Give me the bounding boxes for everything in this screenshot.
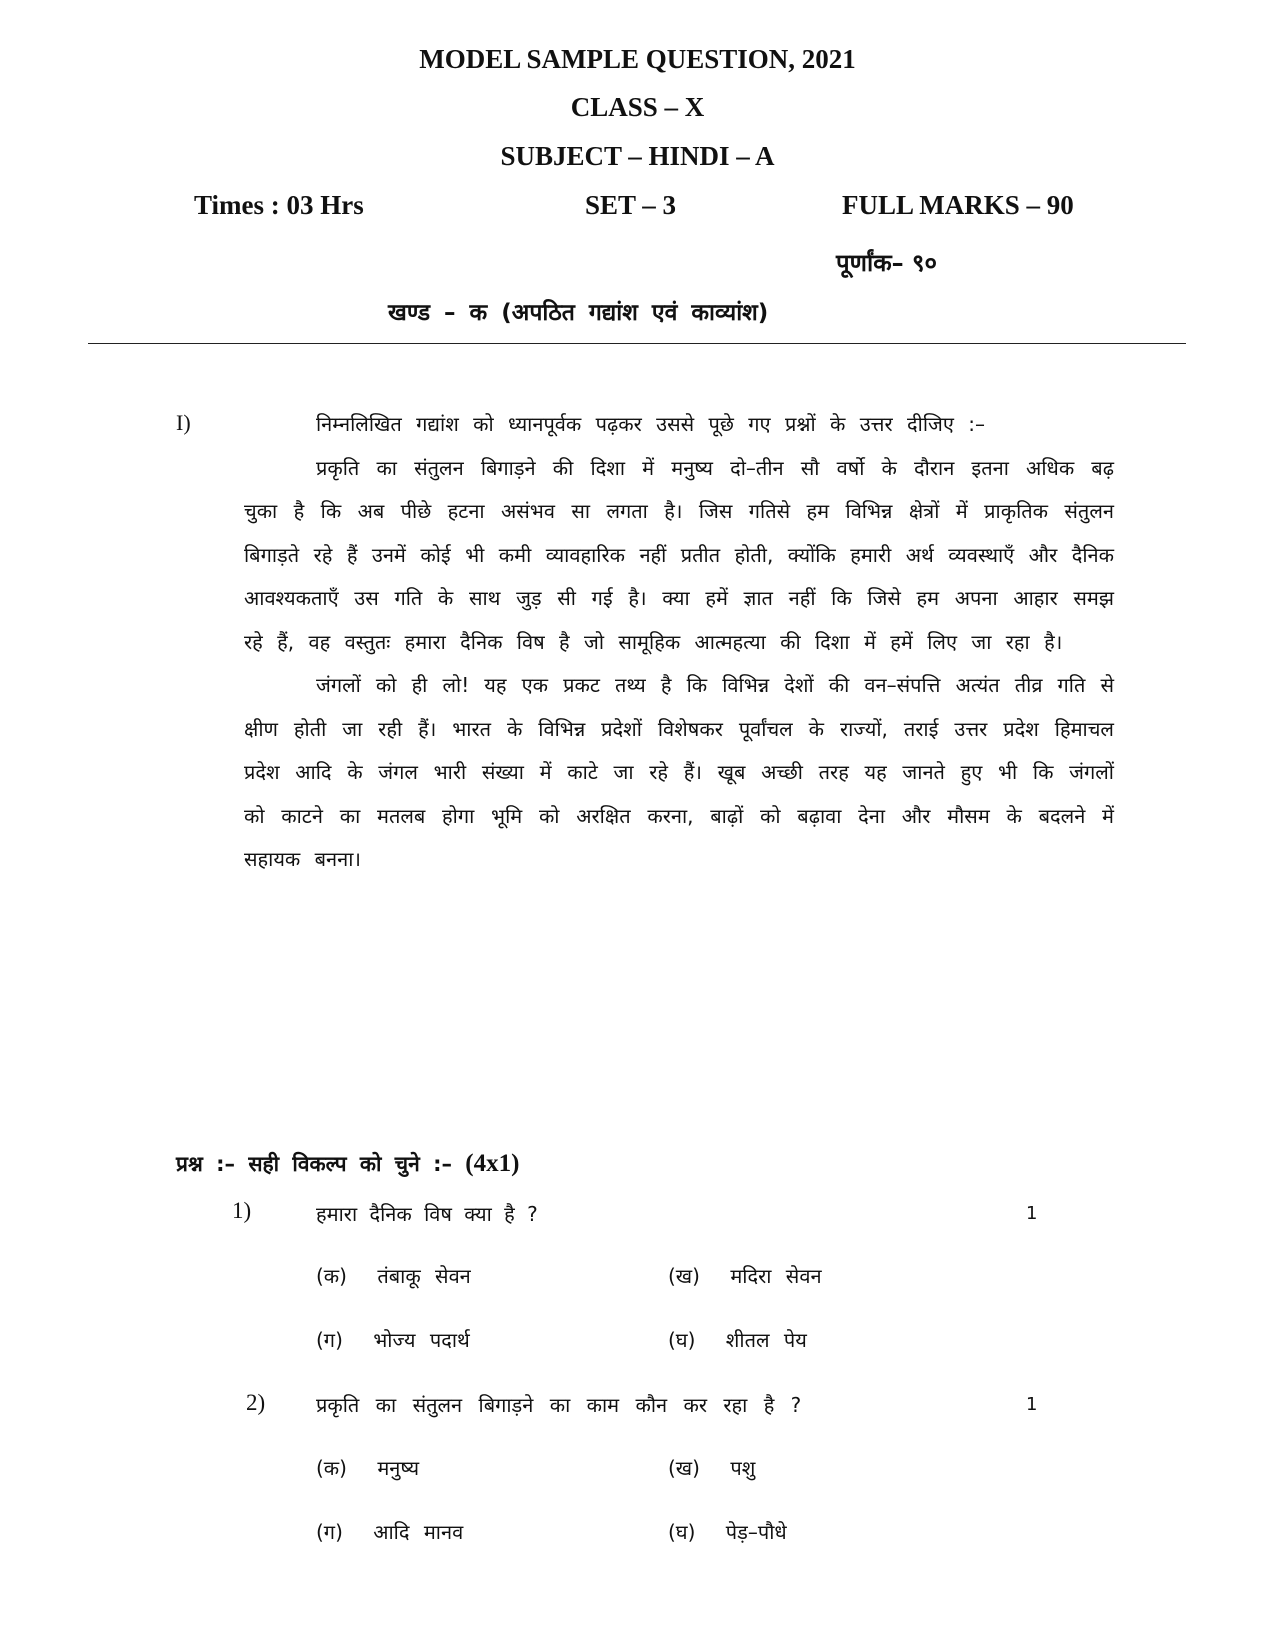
q2-option-ga[interactable] <box>316 1518 463 1545</box>
option-text: पशु <box>730 1456 756 1480</box>
exam-title: MODEL SAMPLE QUESTION, 2021 <box>419 44 856 74</box>
q2-option-kha[interactable] <box>668 1454 755 1481</box>
option-text: आदि मानव <box>373 1520 464 1544</box>
q1-option-gha[interactable] <box>668 1326 807 1353</box>
q1-option-ka[interactable] <box>316 1262 471 1289</box>
option-key: (घ) <box>668 1328 696 1352</box>
option-text: पेड़–पौधे <box>725 1520 787 1544</box>
class-label: CLASS – X <box>570 92 705 122</box>
option-text: भोज्य पदार्थ <box>373 1328 470 1352</box>
option-key: (ग) <box>316 1328 343 1352</box>
question-2-text: प्रकृति का संतुलन बिगाड़ने का काम कौन कर रहा है ? <box>316 1393 802 1417</box>
option-key: (क) <box>316 1456 347 1480</box>
header-divider <box>88 343 1186 344</box>
questions-heading-label: प्रश्न :– सही विकल्प को चुने :– <box>176 1152 452 1176</box>
option-text: शीतल पेय <box>725 1328 807 1352</box>
purnank-label: पूर्णांक– ९० <box>836 249 937 277</box>
subject-label: SUBJECT – HINDI – A <box>500 141 775 171</box>
passage-paragraph-2: जंगलों को ही लो! यह एक प्रकट तथ्य है कि विभिन्न देशों की वन–संपत्ति अत्यंत तीव्र गति से क्षीण होती जा रही हैं। भारत के विभिन्न प्रदेशों विशेषकर पूर्वांचल के राज्यों, तराई उत्तर प्रदेश हिमाचल प्रदेश आदि के जंगल भारी संख्या में काटे जा रहे हैं। खूब अच्छी तरह यह जानते हुए भी कि जंगलों को काटने का मतलब होगा भूमि को अरक्षित करना, बाढ़ों को बढ़ावा देना और मौसम के बदलने में सहायक बनना। <box>244 673 1114 871</box>
passage-block <box>244 403 1114 882</box>
option-text: मनुष्य <box>377 1456 420 1480</box>
question-2-marks: 1 <box>1026 1394 1038 1415</box>
passage-instruction: निम्नलिखित गद्यांश को ध्यानपूर्वक पढ़कर उससे पूछे गए प्रश्नों के उत्तर दीजिए :– <box>316 412 986 436</box>
time-label: Times : 03 Hrs <box>194 190 364 220</box>
option-text: तंबाकू सेवन <box>377 1264 471 1288</box>
q1-option-kha[interactable] <box>668 1262 822 1289</box>
option-key: (क) <box>316 1264 347 1288</box>
section-heading: खण्ड – क (अपठित गद्यांश एवं काव्यांश) <box>388 300 769 326</box>
q2-option-gha[interactable] <box>668 1518 787 1545</box>
passage-number: I) <box>176 410 191 435</box>
option-key: (ख) <box>668 1456 700 1480</box>
option-key: (ग) <box>316 1520 343 1544</box>
option-text: मदिरा सेवन <box>730 1264 822 1288</box>
full-marks-label: FULL MARKS – 90 <box>842 190 1074 220</box>
passage-paragraph-1: प्रकृति का संतुलन बिगाड़ने की दिशा में मनुष्य दो–तीन सौ वर्षो के दौरान इतना अधिक बढ़ चुका है कि अब पीछे हटना असंभव सा लगता है। जिस गतिसे हम विभिन्न क्षेत्रों में प्राकृतिक संतुलन बिगाड़ते रहे हैं उनमें कोई भी कमी व्यावहारिक नहीं प्रतीत होती, क्योंकि हमारी अर्थ व्यवस्थाएँ और दैनिक आवश्यकताएँ उस गति के साथ जुड़ सी गई है। क्या हमें ज्ञात नहीं कि जिसे हम अपना आहार समझ रहे हैं, वह वस्तुतः हमारा दैनिक विष है जो सामूहिक आत्महत्या की दिशा में हमें लिए जा रहा है। <box>244 455 1114 654</box>
question-1-number: 1) <box>232 1198 252 1223</box>
option-key: (घ) <box>668 1520 696 1544</box>
q2-option-ka[interactable] <box>316 1454 419 1481</box>
question-2-number: 2) <box>246 1390 266 1415</box>
set-label: SET – 3 <box>585 190 677 220</box>
option-key: (ख) <box>668 1264 700 1288</box>
question-1-marks: 1 <box>1026 1203 1038 1224</box>
questions-heading <box>176 1150 519 1178</box>
question-1-text: हमारा दैनिक विष क्या है ? <box>316 1202 538 1226</box>
q1-option-ga[interactable] <box>316 1326 470 1353</box>
questions-heading-marks: (4x1) <box>465 1150 520 1177</box>
